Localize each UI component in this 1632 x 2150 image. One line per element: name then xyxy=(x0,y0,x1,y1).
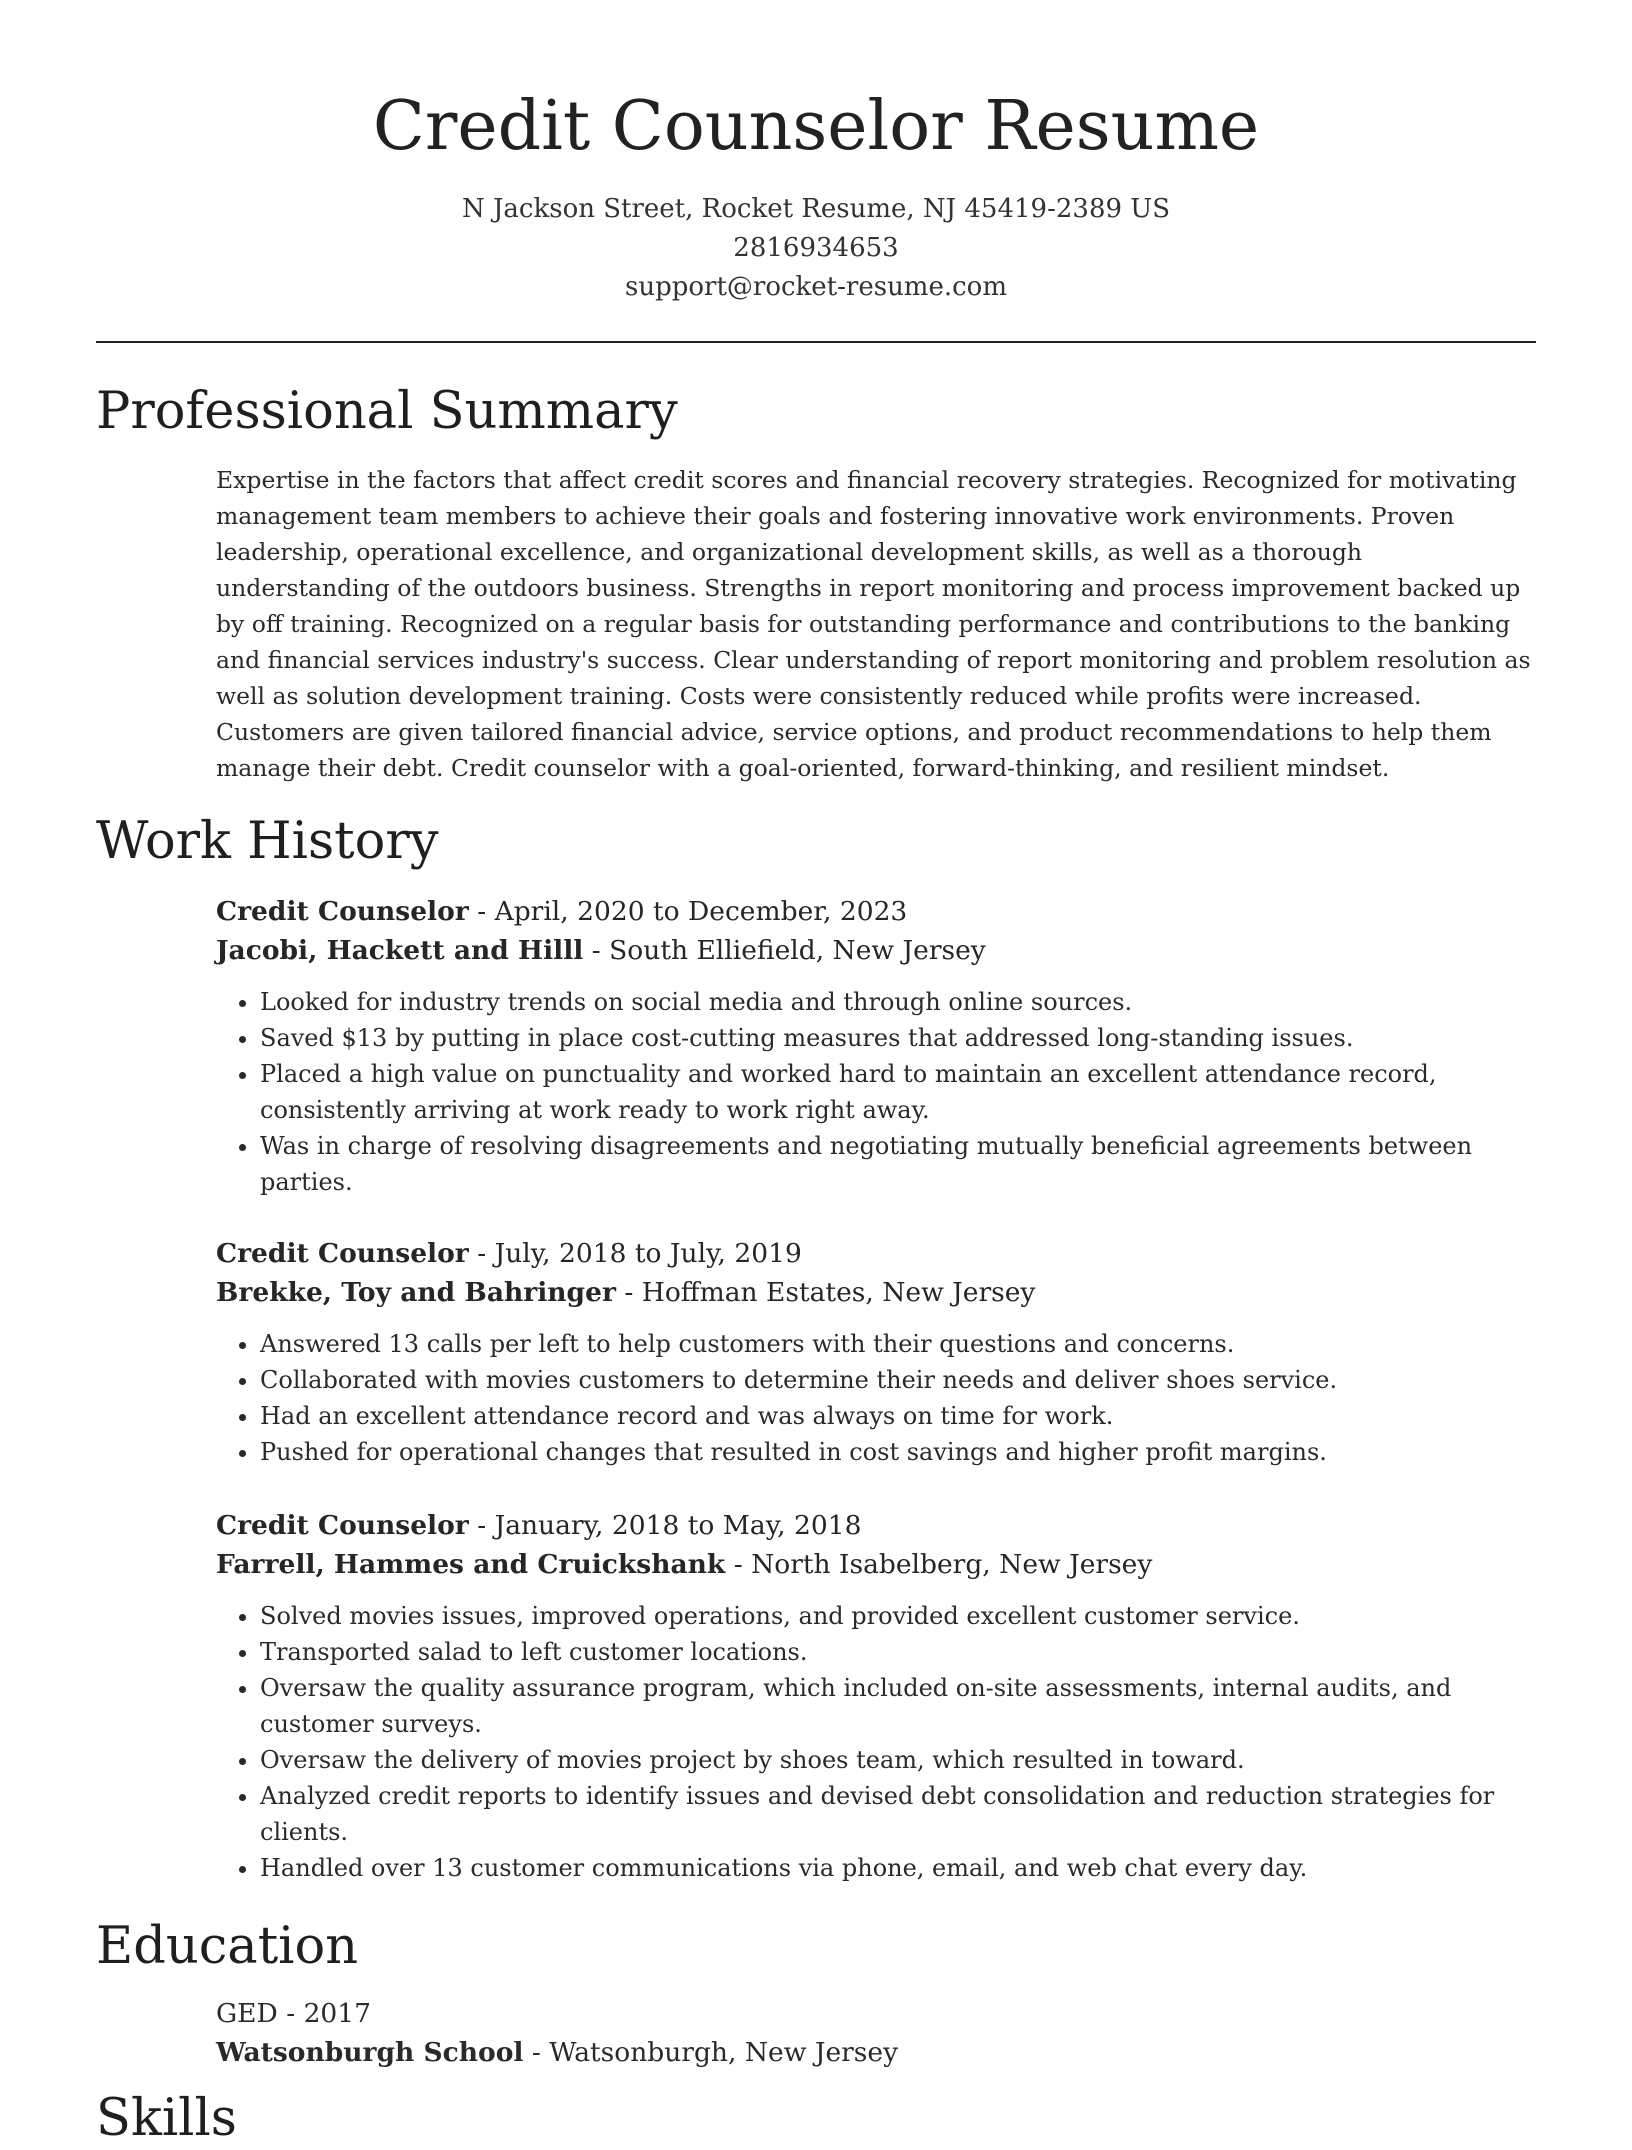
job-company-line xyxy=(216,1273,1536,1312)
phone: 2816934653 xyxy=(733,233,899,263)
list-item: • Collaborated with movies customers to determine their needs and deliver shoes service. xyxy=(260,1362,1536,1398)
resume-title: Credit Counselor Resume xyxy=(372,87,1260,166)
education-location: - Watsonburgh, New Jersey xyxy=(523,2037,899,2068)
list-item: • Oversaw the quality assurance program, which included on-site assessments, internal audits, and customer surveys. xyxy=(260,1670,1536,1742)
resume-header xyxy=(0,0,1632,307)
job-dates: - July, 2018 to July, 2019 xyxy=(468,1238,802,1269)
education-school: Watsonburgh School xyxy=(216,2037,524,2068)
list-item: • Saved $13 by putting in place cost-cutting measures that addressed long-standing issues. xyxy=(260,1020,1536,1056)
job-bullets xyxy=(216,1598,1536,1886)
summary-block xyxy=(216,462,1536,786)
job-role: Credit Counselor xyxy=(216,1238,469,1269)
education-degree: GED xyxy=(216,1998,278,2029)
job-bullets xyxy=(216,984,1536,1200)
job-entry xyxy=(216,892,1536,1200)
job-location: - Hoffman Estates, New Jersey xyxy=(615,1277,1036,1308)
section-title-education: Education xyxy=(96,1917,359,1976)
email: support@rocket-resume.com xyxy=(624,272,1007,302)
education-year: - 2017 xyxy=(277,1998,372,2029)
job-dates: - January, 2018 to May, 2018 xyxy=(468,1510,862,1541)
list-item: • Handled over 13 customer communications via phone, email, and web chat every day. xyxy=(260,1850,1536,1886)
list-item: • Pushed for operational changes that resulted in cost savings and higher profit margins. xyxy=(260,1434,1536,1470)
list-item: • Analyzed credit reports to identify issues and devised debt consolidation and reduction strategies for clients. xyxy=(260,1778,1536,1850)
list-item: • Was in charge of resolving disagreements and negotiating mutually beneficial agreements between parties. xyxy=(260,1128,1536,1200)
list-item: • Oversaw the delivery of movies project by shoes team, which resulted in toward. xyxy=(260,1742,1536,1778)
list-item: • Solved movies issues, improved operations, and provided excellent customer service. xyxy=(260,1598,1536,1634)
job-location: - North Isabelberg, New Jersey xyxy=(725,1549,1153,1580)
job-role: Credit Counselor xyxy=(216,896,469,927)
contact-info xyxy=(0,190,1632,307)
job-dates: - April, 2020 to December, 2023 xyxy=(468,896,908,927)
education-degree-line xyxy=(216,1994,1536,2033)
job-bullets xyxy=(216,1326,1536,1470)
job-company: Farrell, Hammes and Cruickshank xyxy=(216,1549,726,1580)
list-item: • Looked for industry trends on social media and through online sources. xyxy=(260,984,1536,1020)
list-item: • Transported salad to left customer locations. xyxy=(260,1634,1536,1670)
job-title-line xyxy=(216,892,1536,931)
job-title-line xyxy=(216,1234,1536,1273)
job-location: - South Elliefield, New Jersey xyxy=(583,935,986,966)
list-item: • Placed a high value on punctuality and worked hard to maintain an excellent attendance record, consistently arriving at work ready to work right away. xyxy=(260,1056,1536,1128)
job-company: Brekke, Toy and Bahringer xyxy=(216,1277,616,1308)
job-company-line xyxy=(216,931,1536,970)
job-company: Jacobi, Hackett and Hilll xyxy=(216,935,584,966)
header-divider xyxy=(96,341,1536,343)
address: N Jackson Street, Rocket Resume, NJ 45419-2389 US xyxy=(461,194,1171,224)
education-entry xyxy=(216,1994,1536,2072)
job-entry xyxy=(216,1506,1536,1886)
job-company-line xyxy=(216,1545,1536,1584)
job-entry xyxy=(216,1234,1536,1470)
list-item: • Had an excellent attendance record and was always on time for work. xyxy=(260,1398,1536,1434)
list-item: • Answered 13 calls per left to help customers with their questions and concerns. xyxy=(260,1326,1536,1362)
section-title-skills: Skills xyxy=(96,2089,237,2148)
section-title-work-history: Work History xyxy=(96,812,439,871)
education-school-line xyxy=(216,2033,1536,2072)
job-role: Credit Counselor xyxy=(216,1510,469,1541)
summary-text: Expertise in the factors that affect credit scores and financial recovery strategies. Recognized for motivating management team members to achieve their goals and fostering innovative work environments. Proven leadership, operational excellence, and organizational development skills, as well as a thorough understanding of the outdoors business. Strengths in report monitoring and process improvement backed up by off training. Recognized on a regular basis for outstanding performance and contributions to the banking and financial services industry's success. Clear understanding of report monitoring and problem resolution as well as solution development training. Costs were consistently reduced while profits were increased. Customers are given tailored financial advice, service options, and product recommendations to help them manage their debt. Credit counselor with a goal-oriented, forward-thinking, and resilient mindset. xyxy=(216,466,1531,782)
job-title-line xyxy=(216,1506,1536,1545)
section-title-summary: Professional Summary xyxy=(96,382,678,441)
